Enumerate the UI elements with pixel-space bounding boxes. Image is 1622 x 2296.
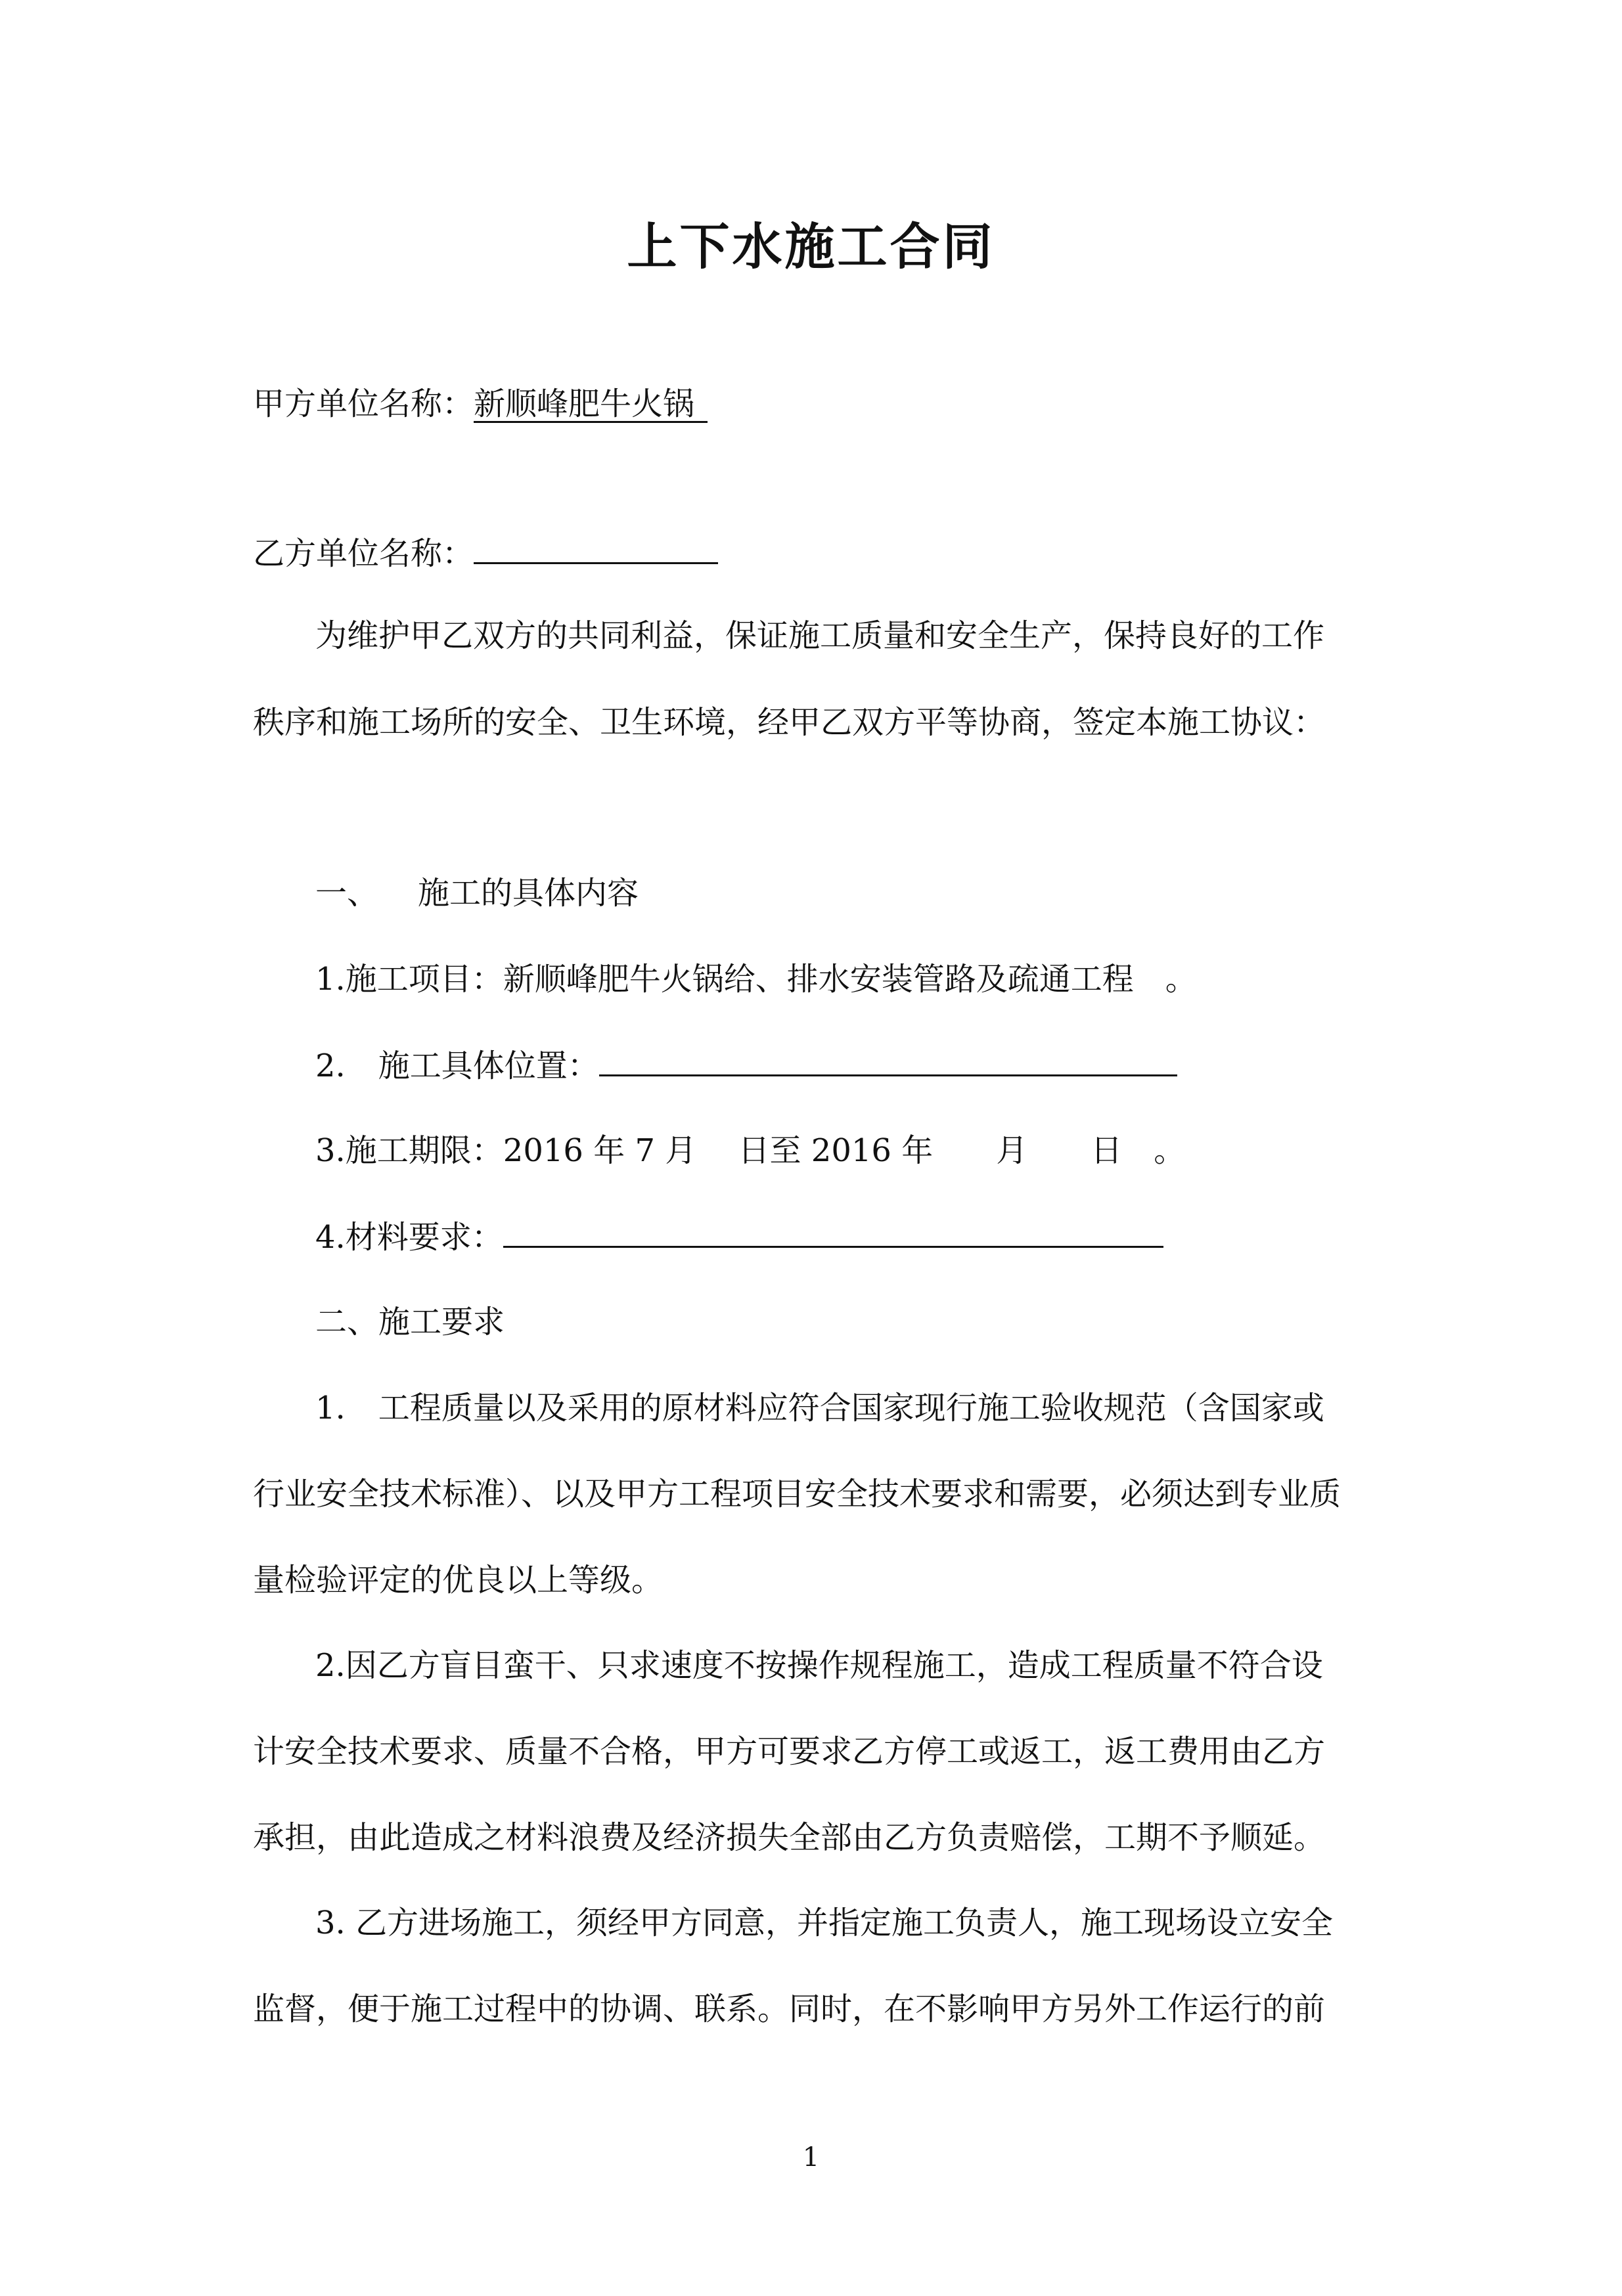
section-1-number: 一、	[315, 875, 379, 912]
req-3-line-1: 3. 乙方进场施工，须经甲方同意，并指定施工负责人，施工现场设立安全	[315, 1905, 1334, 1941]
section-2-heading: 二、施工要求	[315, 1304, 505, 1340]
req-1-text: 工程质量以及采用的原材料应符合国家现行施工验收规范（含国家或	[378, 1390, 1324, 1426]
item-4-blank	[503, 1217, 1163, 1248]
party-a-label: 甲方单位名称：	[253, 386, 474, 422]
intro-line-2: 秩序和施工场所的安全、卫生环境，经甲乙双方平等协商，签定本施工协议：	[253, 704, 1326, 741]
item-2-number: 2.	[315, 1048, 346, 1084]
req-1-line-2: 行业安全技术标准）、以及甲方工程项目安全技术要求和需要，必须达到专业质	[253, 1476, 1341, 1512]
party-a-value: 新顺峰肥牛火锅	[474, 387, 708, 423]
req-1-number: 1.	[315, 1390, 346, 1426]
req-2-line-3: 承担，由此造成之材料浪费及经济损失全部由乙方负责赔偿，工期不予顺延。	[253, 1819, 1326, 1856]
intro-line-1: 为维护甲乙双方的共同利益，保证施工质量和安全生产，保持良好的工作	[315, 617, 1325, 654]
item-2	[315, 1046, 1177, 1086]
item-2-blank	[599, 1046, 1177, 1076]
req-2-line-1: 2.因乙方盲目蛮干、只求速度不按操作规程施工，造成工程质量不符合设	[315, 1647, 1323, 1684]
document-title: 上下水施工合同	[627, 217, 995, 276]
req-3-line-2: 监督，便于施工过程中的协调、联系。同时，在不影响甲方另外工作运行的前	[253, 1991, 1326, 2027]
item-1: 1.施工项目：新顺峰肥牛火锅给、排水安装管路及疏通工程 。	[315, 961, 1197, 998]
page-number: 1	[802, 2142, 820, 2173]
req-2-line-2: 计安全技术要求、质量不合格，甲方可要求乙方停工或返工，返工费用由乙方	[253, 1733, 1326, 1770]
req-1-line-1	[315, 1388, 1324, 1428]
item-2-label: 施工具体位置：	[378, 1048, 599, 1084]
item-4-label: 4.材料要求：	[315, 1219, 503, 1256]
section-1-heading	[315, 873, 639, 913]
party-b-blank	[474, 533, 718, 564]
party-a-line	[253, 384, 708, 424]
party-b-line	[253, 533, 718, 573]
req-1-line-3: 量检验评定的优良以上等级。	[253, 1562, 664, 1599]
item-3: 3.施工期限：2016 年 7 月 日至 2016 年 月 日 。	[315, 1132, 1186, 1169]
section-1-text: 施工的具体内容	[418, 875, 639, 912]
item-4	[315, 1217, 1163, 1257]
party-b-label: 乙方单位名称：	[253, 535, 474, 572]
